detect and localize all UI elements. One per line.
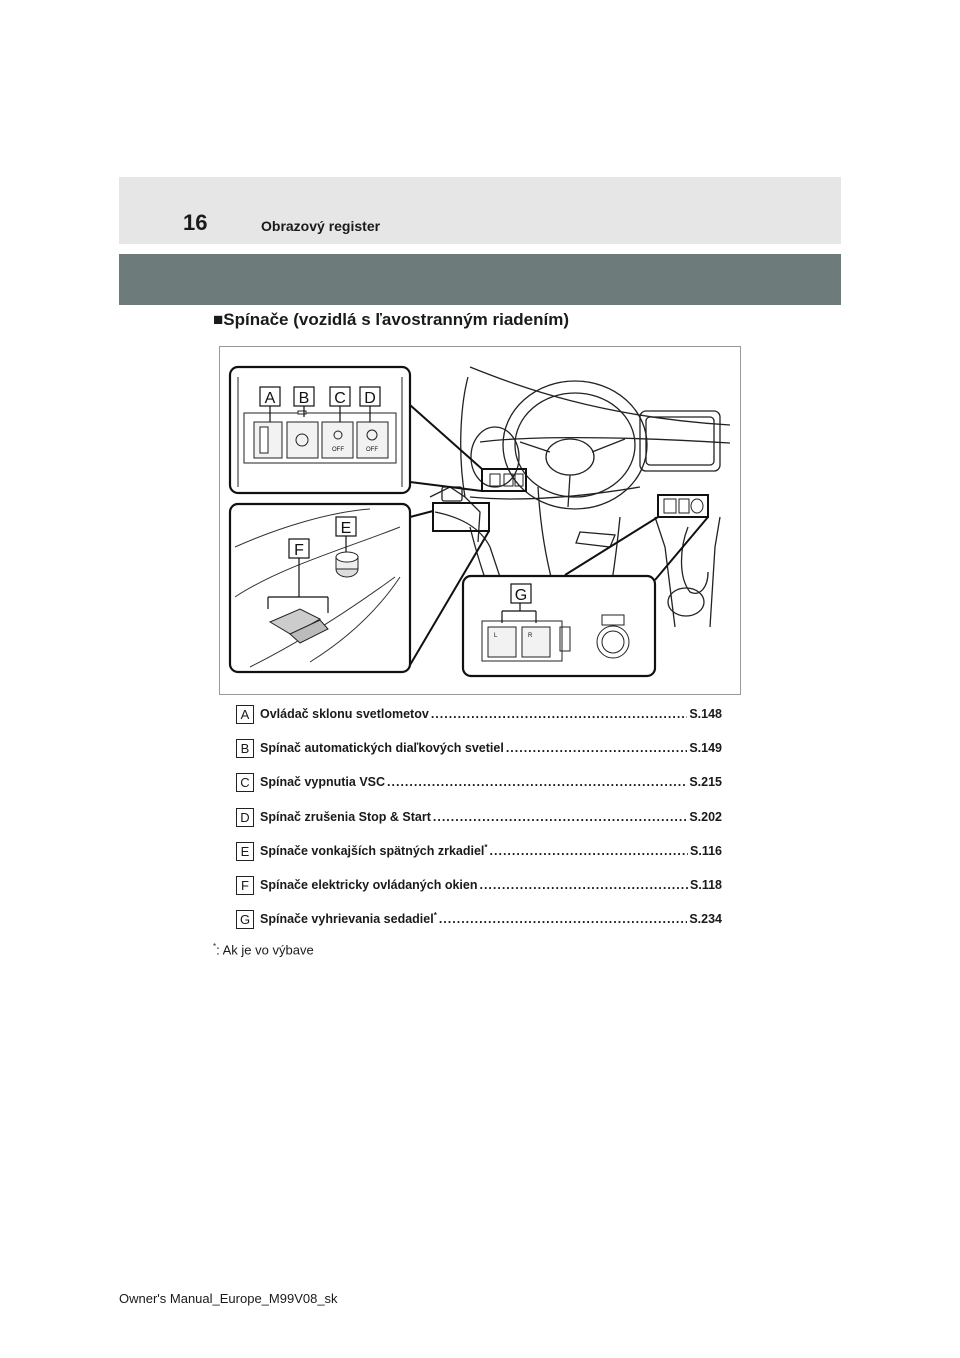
entry-label: Spínač vypnutia VSC xyxy=(260,775,386,790)
stop-start-off-text: OFF xyxy=(366,447,378,453)
header-band xyxy=(119,177,841,244)
leader-dots xyxy=(387,774,687,790)
page-ref-link[interactable]: S.234 xyxy=(689,912,722,927)
page-ref-link[interactable]: S.202 xyxy=(689,809,722,824)
section-marker: ■ xyxy=(213,310,224,329)
entry-label: Ovládač sklonu svetlometov xyxy=(260,707,429,721)
entry-asterisk: * xyxy=(433,910,437,920)
switches-illustration xyxy=(219,346,741,695)
section-heading-text: Spínače (vozidlá s ľavostranným riadením) xyxy=(223,310,569,329)
leader-dots xyxy=(490,843,688,859)
section-heading xyxy=(213,310,569,330)
callout-f: F xyxy=(294,542,304,559)
entry-letter: A xyxy=(236,705,254,724)
entry-label: Spínač automatických diaľkových svetiel xyxy=(260,741,504,756)
entry-letter: C xyxy=(236,773,254,792)
footnote xyxy=(213,939,314,958)
entry-letter: D xyxy=(236,808,254,827)
entry-letter: F xyxy=(236,876,254,895)
leader-dots xyxy=(479,877,688,893)
page-number: 16 xyxy=(183,210,208,235)
leader-dots xyxy=(439,911,688,927)
callout-g: G xyxy=(514,587,528,604)
entry-label: Spínače elektricky ovládaných okien xyxy=(260,877,478,892)
page-title: Obrazový register xyxy=(261,218,381,234)
entry-letter: G xyxy=(236,910,254,929)
leader-dots xyxy=(433,809,687,825)
list-item xyxy=(236,875,722,909)
page-ref-link[interactable]: S.118 xyxy=(690,877,722,892)
callout-c: C xyxy=(334,390,346,407)
callout-e: E xyxy=(340,520,352,537)
footer-manual-id: Owner's Manual_Europe_M99V08_sk xyxy=(119,1291,338,1306)
callout-a: A xyxy=(264,390,276,407)
switch-reference-list xyxy=(236,704,722,943)
callout-b: B xyxy=(298,390,310,407)
leader-dots xyxy=(431,706,688,722)
page-ref-link[interactable]: S.116 xyxy=(690,843,722,858)
entry-letter: B xyxy=(236,739,254,758)
entry-asterisk: * xyxy=(484,842,488,852)
callout-d: D xyxy=(364,390,376,407)
list-item xyxy=(236,738,722,772)
footnote-text: : Ak je vo výbave xyxy=(216,942,314,958)
entry-label: Spínače vyhrievania sedadiel xyxy=(260,912,434,927)
list-item xyxy=(236,772,722,806)
entry-letter: E xyxy=(236,842,254,861)
entry-label: Spínač zrušenia Stop & Start xyxy=(260,809,431,824)
footnote-mark: * xyxy=(213,942,217,951)
list-item xyxy=(236,841,722,875)
list-item xyxy=(236,807,722,841)
leader-dots xyxy=(506,740,688,756)
section-band xyxy=(119,254,841,305)
list-item xyxy=(236,704,722,738)
entry-label: Spínače vonkajších spätných zrkadiel xyxy=(260,843,485,858)
page-ref-link[interactable]: S.148 xyxy=(689,707,722,721)
seat-left-text: L xyxy=(494,633,498,639)
page-ref-link[interactable]: S.149 xyxy=(689,741,722,756)
vsc-off-text: OFF xyxy=(332,447,344,453)
seat-right-text: R xyxy=(528,633,533,639)
page-ref-link[interactable]: S.215 xyxy=(689,775,722,790)
